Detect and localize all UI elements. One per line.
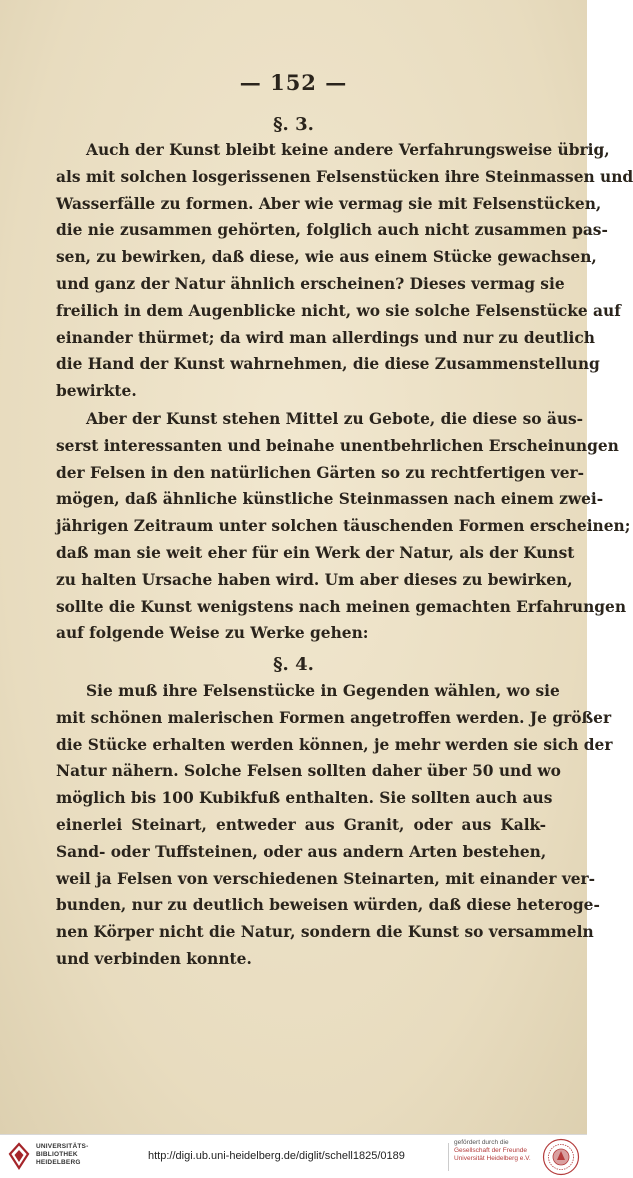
text-line: und ganz der Natur ähnlich erscheinen? Dieses vermag sie	[56, 274, 565, 293]
text-line: der Felsen in den natürlichen Gärten so zu rechtfertigen ver-	[56, 463, 585, 482]
text-line: nen Körper nicht die Natur, sondern die Kunst so versammeln	[56, 923, 594, 942]
text-line: daß man sie weit eher für ein Werk der Natur, als der Kunst	[56, 543, 575, 562]
library-logo-icon[interactable]	[8, 1142, 30, 1170]
text-line: mit schönen malerischen Formen angetroffen werden. Je größer	[56, 708, 612, 727]
paragraph-2	[56, 406, 631, 647]
text-line: Sie muß ihre Felsenstücke in Gegenden wählen, wo sie	[86, 682, 560, 700]
text-line: sollte die Kunst wenigstens nach meinen gemachten Erfahrungen	[56, 597, 627, 616]
text-line: jährigen Zeitraum unter solchen täuschenden Formen erscheinen;	[56, 517, 631, 536]
text-line: einerlei Steinart, entweder aus Granit, oder aus Kalk-	[56, 815, 546, 834]
permalink-url[interactable]: http://digi.ub.uni-heidelberg.de/diglit/schell1825/0189	[148, 1150, 405, 1162]
sponsor-name-line-2: Universität Heidelberg e.V.	[454, 1155, 531, 1162]
text-line: bewirkte.	[56, 382, 137, 401]
text-line: zu halten Ursache haben wird. Um aber dieses zu bewirken,	[56, 570, 573, 589]
sponsor-name-line-1: Gesellschaft der Freunde	[454, 1147, 527, 1154]
text-line: Aber der Kunst stehen Mittel zu Gebote, die diese so äus-	[86, 410, 584, 428]
text-line: Auch der Kunst bleibt keine andere Verfahrungsweise übrig,	[86, 141, 610, 159]
text-line: bunden, nur zu deutlich beweisen würden, daß diese heteroge-	[56, 896, 600, 915]
section-title-3: §. 3.	[273, 114, 314, 135]
section-title-4: §. 4.	[273, 654, 314, 675]
text-line: auf folgende Weise zu Werke gehen:	[56, 624, 369, 643]
library-name: UNIVERSITÄTS- BIBLIOTHEK HEIDELBERG	[36, 1143, 89, 1166]
text-line: freilich in dem Augenblicke nicht, wo sie solche Felsenstücke auf	[56, 301, 621, 320]
paragraph-1	[56, 137, 633, 405]
university-seal-icon[interactable]	[542, 1138, 580, 1176]
footer-divider	[448, 1143, 449, 1171]
text-line: Wasserfälle zu formen. Aber wie vermag sie mit Felsenstücken,	[56, 194, 602, 213]
text-line: möglich bis 100 Kubikfuß enthalten. Sie sollten auch aus	[56, 789, 553, 808]
text-line: die Stücke erhalten werden können, je mehr werden sie sich der	[56, 735, 613, 754]
text-line: weil ja Felsen von verschiedenen Steinarten, mit einander ver-	[56, 869, 596, 888]
text-line: als mit solchen losgerissenen Felsenstücken ihre Steinmassen und	[56, 167, 633, 186]
sponsor-block	[454, 1139, 534, 1163]
text-line: die Hand der Kunst wahrnehmen, die diese Zusammenstellung	[56, 355, 600, 374]
text-line: Sand- oder Tuffsteinen, oder aus andern Arten bestehen,	[56, 842, 547, 861]
text-line: serst interessanten und beinahe unentbehrlichen Erscheinungen	[56, 436, 619, 455]
text-line: und verbinden konnte.	[56, 949, 252, 968]
text-line: sen, zu bewirken, daß diese, wie aus einem Stücke gewachsen,	[56, 248, 597, 267]
sponsor-label: gefördert durch die	[454, 1139, 509, 1146]
text-line: mögen, daß ähnliche künstliche Steinmassen nach einem zwei-	[56, 490, 604, 509]
text-line: Natur nähern. Solche Felsen sollten daher über 50 und wo	[56, 762, 561, 781]
digitization-footer	[0, 1134, 587, 1178]
text-line: einander thürmet; da wird man allerdings und nur zu deutlich	[56, 328, 595, 347]
text-line: die nie zusammen gehörten, folglich auch nicht zusammen pas-	[56, 221, 608, 240]
paragraph-3	[56, 678, 613, 973]
page-number-header: — 152 —	[239, 70, 348, 95]
